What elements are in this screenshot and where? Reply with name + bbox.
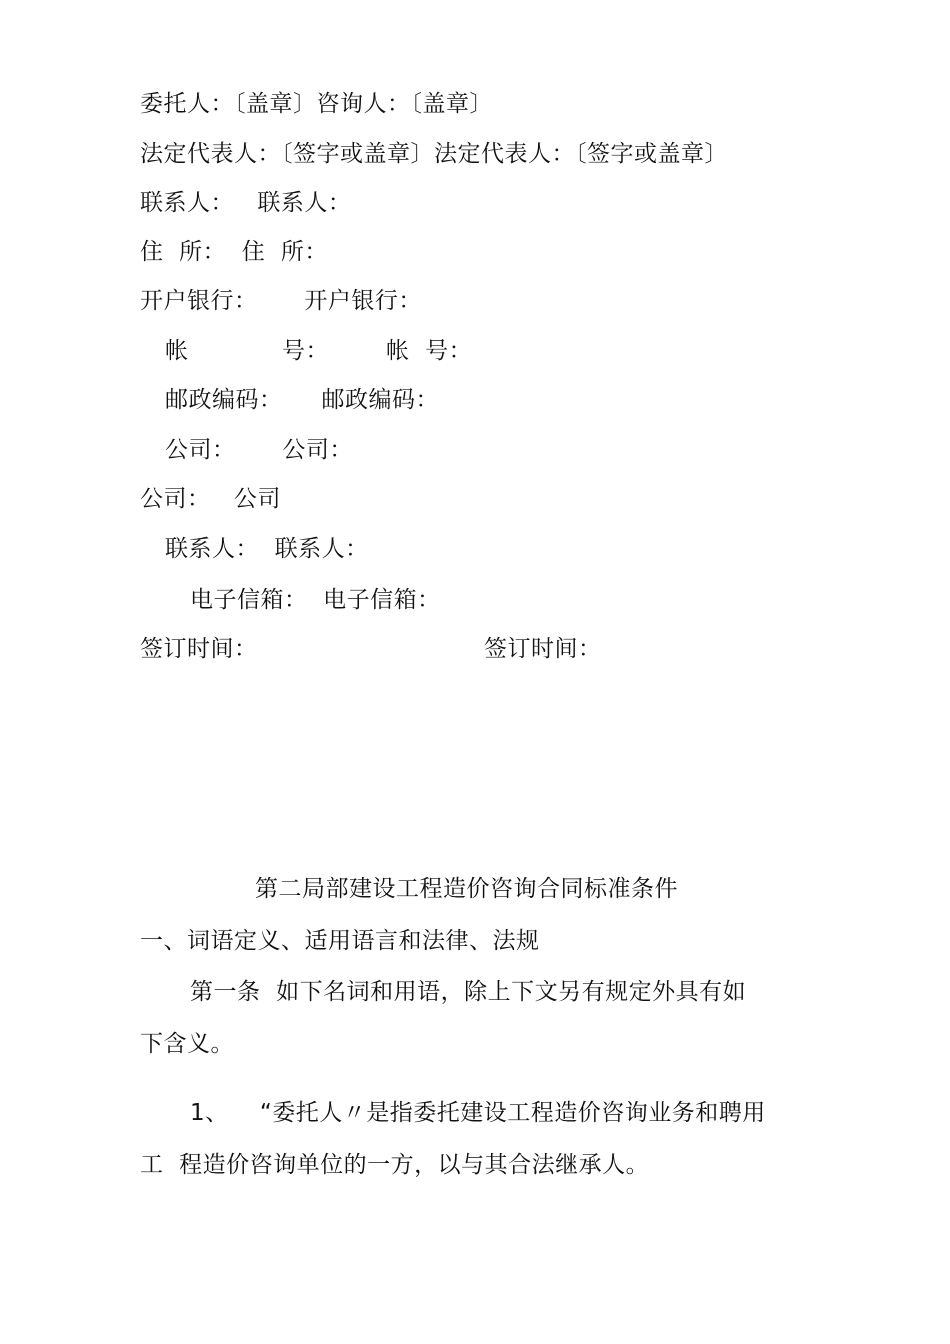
article-1-line-2: 下含义。: [140, 1031, 234, 1057]
signing-date-left: 签订时间：: [140, 636, 258, 662]
account-label-left-suffix: 号：: [282, 338, 329, 364]
item-1-line-1: 1、 “委托人〃是指委托建设工程造价咨询业务和聘用: [190, 1100, 766, 1126]
address-line: 住 所： 住 所：: [140, 239, 328, 265]
signing-date-right: 签订时间：: [484, 636, 602, 662]
account-label-right: 帐 号：: [386, 338, 473, 364]
email-line: 电子信箱： 电子信箱：: [190, 587, 441, 613]
legal-representative-line: 法定代表人：〔签字或盖章〕法定代表人：〔签字或盖章〕: [140, 141, 728, 167]
company-line-2: 公司： 公司: [140, 486, 281, 512]
bank-line: 开户银行： 开户银行：: [140, 288, 422, 314]
client-consultant-seal-line: 委托人：〔盖章〕咨询人：〔盖章〕: [140, 91, 493, 117]
section-heading-1: 一、词语定义、适用语言和法律、法规: [140, 928, 540, 954]
contact-person-line: 联系人： 联系人：: [140, 190, 352, 216]
postal-code-line: 邮政编码： 邮政编码：: [165, 387, 440, 413]
account-label-left: 帐: [165, 338, 189, 364]
item-1-line-2: 工 程造价咨询单位的一方，以与其合法继承人。: [140, 1152, 650, 1178]
article-1-line-1: 第一条 如下名词和用语，除上下文另有规定外具有如: [190, 979, 747, 1005]
company-line-1: 公司： 公司：: [165, 437, 353, 463]
section-title: 第二局部建设工程造价咨询合同标准条件: [255, 876, 678, 902]
contact-person-line-2: 联系人： 联系人：: [165, 536, 369, 562]
